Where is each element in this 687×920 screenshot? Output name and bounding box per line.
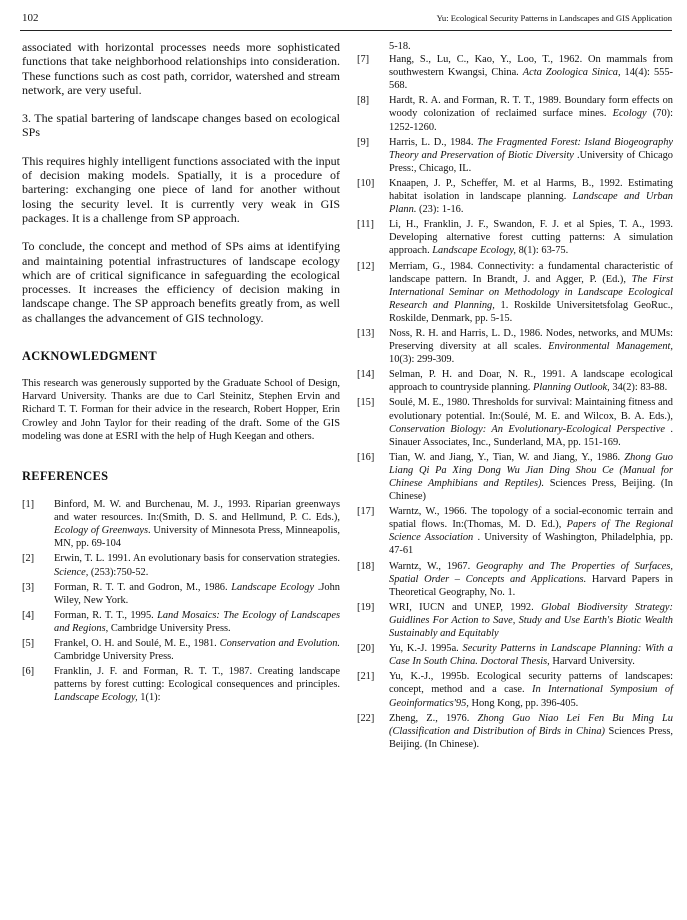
subsection-heading: 3. The spatial bartering of landscape changes based on ecological SPs [22, 111, 340, 140]
reference-item: [10] Knaapen, J. P., Scheffer, M. et al Harms, B., 1992. Estimating habitat isolation in landscape planning. Landscape and Urban Plann. (23): 1-16. [357, 177, 674, 216]
reference-item: [9] Harris, L. D., 1984. The Fragmented Forest: Island Biogeography Theory and Preservation of Biotic Diversity .University of Chicago Press:, Chicago, IL. [357, 136, 674, 174]
reference-item: [18] Warntz, W., 1967. Geography and The Properties of Surfaces, Spatial Order – Concepts and Applications. Harvard Papers in Theoretical Geography, No. 1. [357, 560, 674, 598]
reference-item: [19] WRI, IUCN and UNEP, 1992. Global Biodiversity Strategy: Guidlines For Action to Save, Study and Use Earth's Biotic Wealth Sustainably and Equitably [357, 601, 673, 640]
reference-item: [1] Binford, M. W. and Burchenau, M. J., 1993. Riparian greenways and water resources. In:(Smith, D. S. and Hellmund, P. C. Eds.), Ecology of Greenways. University of Minnesota Press, Minneapolis, MN, pp. 69-104 [22, 499, 340, 550]
conclusion-paragraph: To conclude, the concept and method of SPs aims at identifying and maintaining potential infrastructures of landscape ecology which are of critical significance in safeguarding the ecological processes. It increases the efficiency of decision making in landscape change. The SP approach benefits greatly from, as well as challanges the advancement of GIS technology. [22, 239, 340, 325]
references-heading: REFERENCES [22, 469, 109, 484]
reference-item: [21] Yu, K.-J., 1995b. Ecological security patterns of landscapes: concept, method and a case. In International Symposium of Geoinformatics'95, Hong Kong, pp. 396-405. [357, 671, 673, 709]
acknowledgment-heading: ACKNOWLEDGMENT [22, 349, 157, 364]
reference-item: [22] Zheng, Z., 1976. Zhong Guo Niao Lei Fen Bu Ming Lu (Classification and Distribution of Birds in China) Sciences Press, Beijing. (In Chinese). [357, 712, 673, 750]
reference-item: [4] Forman, R. T. T., 1995. Land Mosaics: The Ecology of Landscapes and Regions, Cambridge University Press. [22, 609, 340, 634]
page-number: 102 [22, 12, 39, 24]
reference-item: [16] Tian, W. and Jiang, Y., Tian, W. and Jiang, Y., 1986. Zhong Guo Liang Qi Pa Xing Dong Wu Jian Ding Shou Ce (Manual for Chinese Amphibians and Reptiles). Sciences Press, Beijing. (In Chinese) [357, 451, 674, 503]
reference-item: [6] Franklin, J. F. and Forman, R. T. T., 1987. Creating landscape patterns by forest cutting: Ecological consequences and principles. Landscape Ecology, 1(1): [22, 666, 340, 704]
reference-item: [13] Noss, R. H. and Harris, L. D., 1986. Nodes, networks, and MUMs: Preserving diversity at all scales. Environmental Management, 10(3): 299-309. [357, 327, 673, 366]
reference-item: [3] Forman, R. T. T. and Godron, M., 1986. Landscape Ecology .John Wiley, New York. [22, 581, 341, 606]
reference-item: [8] Hardt, R. A. and Forman, R. T. T., 1989. Boundary form effects on woody colonization of reclaimed surface mines. Ecology (70): 1252-1260. [357, 95, 673, 133]
reference-item: [11] Li, H., Franklin, J. F., Swandon, F. J. et al Spies, T. A., 1993. Developing alternative forest cutting patterns: A simulation approach. Landscape Ecology, 8(1): 63-75. [357, 219, 673, 257]
right-column [357, 40, 673, 751]
page-header [22, 12, 672, 28]
reference-item: [12] Merriam, G., 1984. Connectivity: a fundamental characteristic of landscape pattern. In Brandt, J. and Agger, P. (Ed.), The First International Seminar on Methodology in Landscape Ecological Research and Planning, 1. Roskilde Universitetsfolag GeoRuc., Roskilde, Denmark, pp. 5-15. [357, 260, 673, 324]
reference-item: [5] Frankel, O. H. and Soulé, M. E., 1981. Conservation and Evolution. Cambridge University Press. [22, 638, 340, 663]
acknowledgment-text: This research was generously supported by the Graduate School of Design, Harvard University. Thanks are due to Carl Steinitz, Stephen Ervin and Richard T. T. Forman for their advice in the research, Robert Hopper, Erin Crowley and John Taylor for their reading of the draft. Some of the GIS modeling was done at ESRI with the help of Hugh Keegan and others. [22, 378, 340, 442]
reference-continuation: 5-18. [389, 41, 411, 52]
reference-item: [7] Hang, S., Lu, C., Kao, Y., Loo, T., 1962. On mammals from southwestern Kwangsi, China. Acta Zoologica Sinica, 14(4): 555-568. [357, 54, 673, 92]
reference-item: [14] Selman, P. H. and Doar, N. R., 1991. A landscape ecological approach to countryside planning. Planning Outlook, 34(2): 83-88. [357, 369, 673, 394]
left-column [22, 40, 340, 704]
body-paragraph: This requires highly intelligent functions associated with the input of decision making models. Spatially, it is a procedure of bartering: exchanging one piece of land for another without losing the security level. It is currently very weak in GIS packages. It is a challenge from SP approach. [22, 153, 340, 225]
running-title: Yu: Ecological Security Patterns in Landscapes and GIS Application [436, 13, 672, 23]
reference-item: [17] Warntz, W., 1966. The topology of a social-economic terrain and spatial flows. In:(Thomas, M. D. Ed.), Papers of The Regional Science Association . University of Washington, Philadelphia, pp. 47-61 [357, 506, 673, 557]
reference-item: [15] Soulé, M. E., 1980. Thresholds for survival: Maintaining fitness and evolutionary potential. In:(Soulé, M. E. and Wilcox, B. A. Eds.), Conservation Biology: An Evolutionary-Ecological Perspective . Sinauer Associates, Inc., Sunderland, MA, pp. 151-169. [357, 397, 673, 448]
body-paragraph: associated with horizontal processes needs more sophisticated functions that take neighborhood relationships into consideration. These functions such as cost path, corridor, watershed and stream network, are very useful. [22, 40, 340, 97]
reference-item: [20] Yu, K.-J. 1995a. Security Patterns in Landscape Planning: With a Case In South China. Doctoral Thesis, Harvard University. [357, 643, 674, 668]
reference-item: [2] Erwin, T. L. 1991. An evolutionary basis for conservation strategies. Science, (253):750-52. [22, 553, 340, 578]
header-rule [20, 30, 672, 31]
